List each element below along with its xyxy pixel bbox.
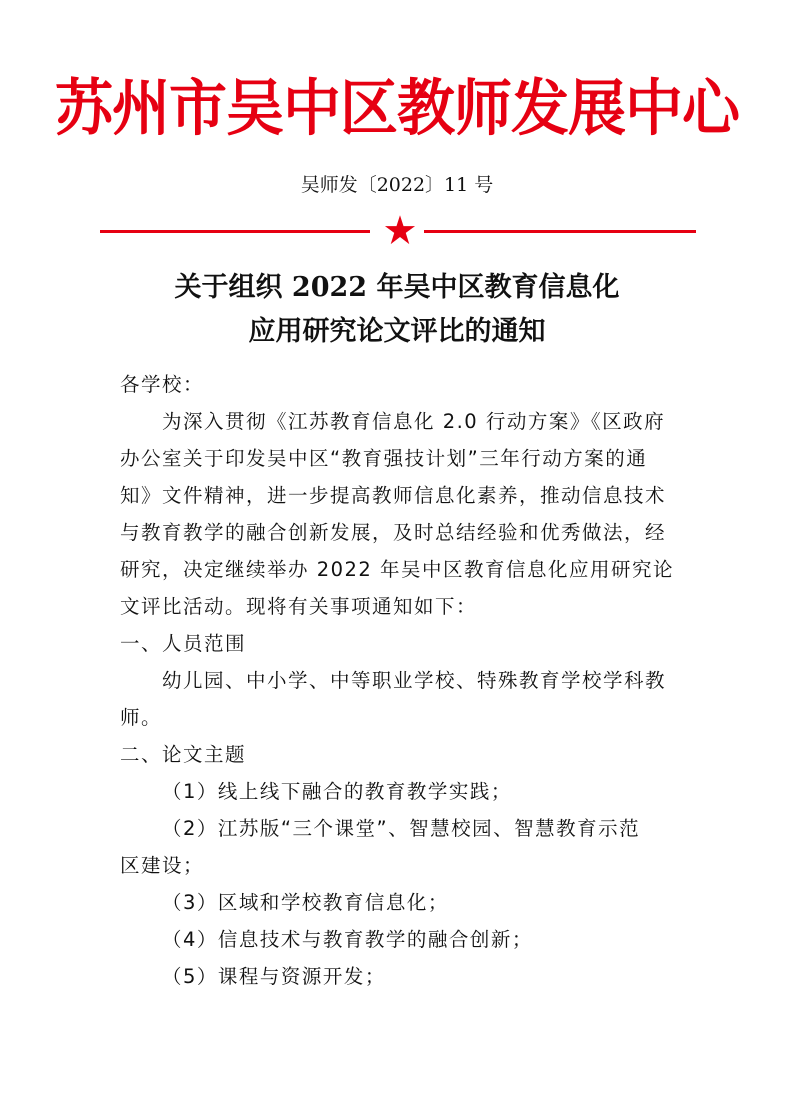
topic-item: （5）课程与资源开发；	[162, 965, 386, 988]
notice-title-line-2: 应用研究论文评比的通知	[248, 316, 546, 347]
intro-line: 研究，决定继续举办 2022 年吴中区教育信息化应用研究论	[120, 558, 675, 581]
red-star-icon	[384, 214, 416, 246]
section-heading-topics: 二、论文主题	[120, 743, 247, 766]
intro-line: 文评比活动。现将有关事项通知如下：	[120, 595, 478, 618]
salutation: 各学校：	[120, 373, 205, 396]
letterhead-rule-left	[100, 230, 370, 233]
section-line: 幼儿园、中小学、中等职业学校、特殊教育学校学科教	[162, 669, 667, 692]
document-number: 吴师发〔2022〕11 号	[300, 174, 494, 196]
topic-item: （4）信息技术与教育教学的融合创新；	[162, 928, 533, 951]
section-heading-personnel: 一、人员范围	[120, 632, 247, 655]
org-letterhead-title: 苏州市吴中区教师发展中心	[54, 72, 739, 144]
notice-title-line-1: 关于组织 2022 年吴中区教育信息化	[174, 272, 620, 303]
intro-line: 与教育教学的融合创新发展，及时总结经验和优秀做法，经	[120, 521, 667, 544]
section-line: 师。	[120, 706, 163, 729]
intro-line: 知》文件精神，进一步提高教师信息化素养，推动信息技术	[120, 484, 667, 507]
topic-item: （3）区域和学校教育信息化；	[162, 891, 449, 914]
intro-line: 办公室关于印发吴中区“教育强技计划”三年行动方案的通	[120, 447, 648, 470]
topic-item: 区建设；	[120, 854, 205, 877]
intro-line: 为深入贯彻《江苏教育信息化 2.0 行动方案》《区政府	[162, 410, 666, 433]
letterhead-rule-right	[424, 230, 696, 233]
topic-item: （2）江苏版“三个课堂”、智慧校园、智慧教育示范	[162, 817, 641, 840]
topic-item: （1）线上线下融合的教育教学实践；	[162, 780, 512, 803]
